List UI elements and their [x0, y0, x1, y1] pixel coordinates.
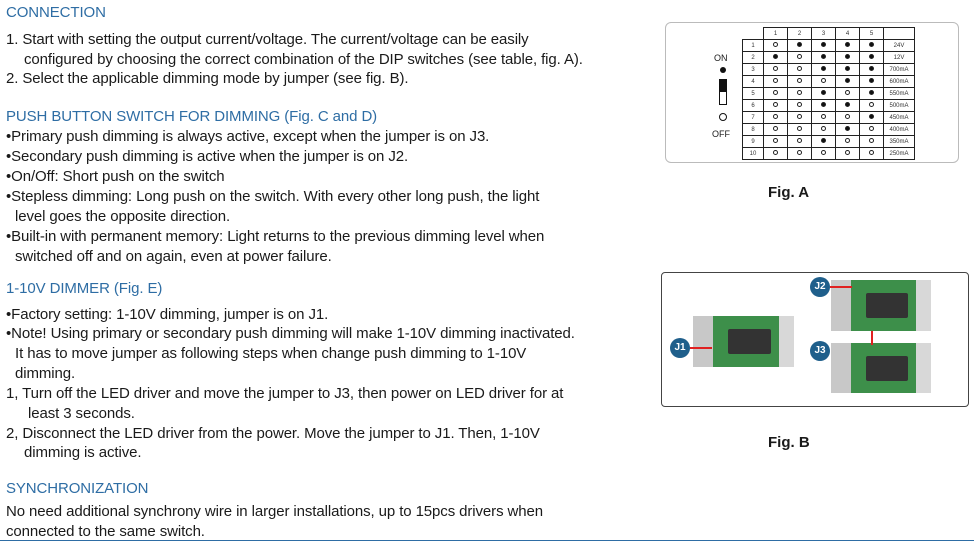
- switch-off-dot: [797, 114, 802, 119]
- j3-badge: J3: [810, 341, 830, 361]
- switch-off-dot: [797, 66, 802, 71]
- output-value: 400mA: [884, 124, 915, 136]
- switch-off-dot: [869, 150, 874, 155]
- switch-on-dot: [773, 54, 778, 59]
- text-line: •Built-in with permanent memory: Light returns to the previous dimming level when: [6, 228, 545, 245]
- column-header: 1: [764, 28, 788, 40]
- column-header: 2: [788, 28, 812, 40]
- off-label: OFF: [712, 129, 730, 139]
- table-row: [743, 52, 915, 64]
- text-line: dimming is active.: [24, 444, 142, 461]
- text-line: level goes the opposite direction.: [15, 208, 231, 225]
- switch-off-dot: [797, 126, 802, 131]
- switch-on-dot: [869, 78, 874, 83]
- text-line: connected to the same switch.: [6, 523, 205, 540]
- switch-on-dot: [869, 90, 874, 95]
- j2-badge: J2: [810, 277, 830, 297]
- column-header: 5: [860, 28, 884, 40]
- switch-off-dot: [821, 126, 826, 131]
- switch-on-dot: [797, 42, 802, 47]
- output-value: 500mA: [884, 100, 915, 112]
- switch-on-dot: [845, 126, 850, 131]
- board-photo-j3: [831, 343, 931, 393]
- dip-switch-table: [742, 27, 915, 160]
- row-number: 1: [743, 40, 764, 52]
- switch-on-dot: [845, 78, 850, 83]
- row-number: 8: [743, 124, 764, 136]
- output-value: 450mA: [884, 112, 915, 124]
- output-value: 12V: [884, 52, 915, 64]
- switch-off-dot: [845, 150, 850, 155]
- bottom-rule: [0, 540, 974, 541]
- column-header: 3: [812, 28, 836, 40]
- switch-on-dot: [869, 114, 874, 119]
- switch-on-dot: [869, 42, 874, 47]
- switch-on-dot: [821, 66, 826, 71]
- switch-off-dot: [773, 138, 778, 143]
- text-line: configured by choosing the correct combination of the DIP switches (see table, fig. A).: [24, 51, 583, 68]
- switch-off-dot: [821, 78, 826, 83]
- table-row: [743, 64, 915, 76]
- dip-switch-icon: [719, 67, 727, 121]
- switch-off-dot: [773, 42, 778, 47]
- switch-off-dot: [845, 138, 850, 143]
- text-line: switched off and on again, even at power failure.: [15, 248, 332, 265]
- text-line: 2. Select the applicable dimming mode by jumper (see fig. B).: [6, 70, 409, 87]
- switch-off-dot: [797, 54, 802, 59]
- switch-off-dot: [773, 126, 778, 131]
- text-line: dimming.: [15, 365, 76, 382]
- row-number: 10: [743, 148, 764, 160]
- table-row: [743, 40, 915, 52]
- row-number: 3: [743, 64, 764, 76]
- j1-badge: J1: [670, 338, 690, 358]
- table-row: [743, 112, 915, 124]
- row-number: 5: [743, 88, 764, 100]
- switch-off-dot: [845, 90, 850, 95]
- text-line: •Primary push dimming is always active, except when the jumper is on J3.: [6, 128, 490, 145]
- arrow-icon: [871, 331, 873, 345]
- switch-off-dot: [869, 126, 874, 131]
- text-line: 1. Start with setting the output current/voltage. The current/voltage can be easily: [6, 31, 529, 48]
- text-line: 2, Disconnect the LED driver from the power. Move the jumper to J1. Then, 1-10V: [6, 425, 540, 442]
- board-photo-j1: [693, 316, 794, 367]
- switch-off-dot: [845, 114, 850, 119]
- switch-on-dot: [821, 54, 826, 59]
- switch-off-dot: [821, 114, 826, 119]
- push-heading: PUSH BUTTON SWITCH FOR DIMMING (Fig. C and D): [6, 108, 378, 125]
- switch-off-dot: [797, 90, 802, 95]
- switch-on-dot: [845, 54, 850, 59]
- switch-on-dot: [821, 42, 826, 47]
- switch-off-dot: [869, 138, 874, 143]
- switch-off-dot: [797, 138, 802, 143]
- arrow-icon: [830, 286, 852, 288]
- table-row: [743, 124, 915, 136]
- switch-on-dot: [845, 102, 850, 107]
- text-line: •Note! Using primary or secondary push dimming will make 1-10V dimming inactivated.: [6, 325, 575, 342]
- text-line: •On/Off: Short push on the switch: [6, 168, 225, 185]
- output-value: 24V: [884, 40, 915, 52]
- column-header: 4: [836, 28, 860, 40]
- row-number: 7: [743, 112, 764, 124]
- fig-a-caption: Fig. A: [768, 184, 810, 201]
- text-line: 1, Turn off the LED driver and move the jumper to J3, then power on LED driver for at: [6, 385, 564, 402]
- switch-off-dot: [773, 150, 778, 155]
- output-value: 350mA: [884, 136, 915, 148]
- row-number: 9: [743, 136, 764, 148]
- switch-off-dot: [797, 102, 802, 107]
- switch-off-dot: [797, 150, 802, 155]
- output-value: 700mA: [884, 64, 915, 76]
- text-line: •Stepless dimming: Long push on the switch. With every other long push, the light: [6, 188, 540, 205]
- text-line: It has to move jumper as following steps when change push dimming to 1-10V: [15, 345, 527, 362]
- jumper-figure: [661, 272, 969, 407]
- switch-off-dot: [773, 102, 778, 107]
- table-row: [743, 100, 915, 112]
- switch-off-dot: [773, 78, 778, 83]
- switch-off-dot: [869, 102, 874, 107]
- switch-on-dot: [869, 54, 874, 59]
- text-line: No need additional synchrony wire in larger installations, up to 15pcs drivers when: [6, 503, 543, 520]
- row-number: 2: [743, 52, 764, 64]
- switch-on-dot: [821, 90, 826, 95]
- row-number: 4: [743, 76, 764, 88]
- arrow-icon: [690, 347, 712, 349]
- switch-on-dot: [845, 66, 850, 71]
- on-label: ON: [714, 53, 728, 63]
- switch-on-dot: [845, 42, 850, 47]
- table-row: [743, 88, 915, 100]
- switch-off-dot: [797, 78, 802, 83]
- dip-switch-figure: [665, 22, 959, 163]
- output-value: 600mA: [884, 76, 915, 88]
- text-line: •Secondary push dimming is active when the jumper is on J2.: [6, 148, 409, 165]
- switch-off-dot: [773, 114, 778, 119]
- switch-on-dot: [821, 138, 826, 143]
- switch-off-dot: [773, 66, 778, 71]
- switch-off-dot: [821, 150, 826, 155]
- switch-on-dot: [821, 102, 826, 107]
- table-row: [743, 148, 915, 160]
- row-number: 6: [743, 100, 764, 112]
- fig-b-caption: Fig. B: [768, 434, 810, 451]
- text-line: •Factory setting: 1-10V dimming, jumper is on J1.: [6, 306, 329, 323]
- table-row: [743, 136, 915, 148]
- sync-heading: SYNCHRONIZATION: [6, 480, 149, 497]
- connection-heading: CONNECTION: [6, 4, 106, 21]
- output-value: 250mA: [884, 148, 915, 160]
- table-header-row: [743, 28, 915, 40]
- dimmer-heading: 1-10V DIMMER (Fig. E): [6, 280, 163, 297]
- output-value: 550mA: [884, 88, 915, 100]
- table-row: [743, 76, 915, 88]
- switch-off-dot: [773, 90, 778, 95]
- switch-on-dot: [869, 66, 874, 71]
- text-line: least 3 seconds.: [28, 405, 135, 422]
